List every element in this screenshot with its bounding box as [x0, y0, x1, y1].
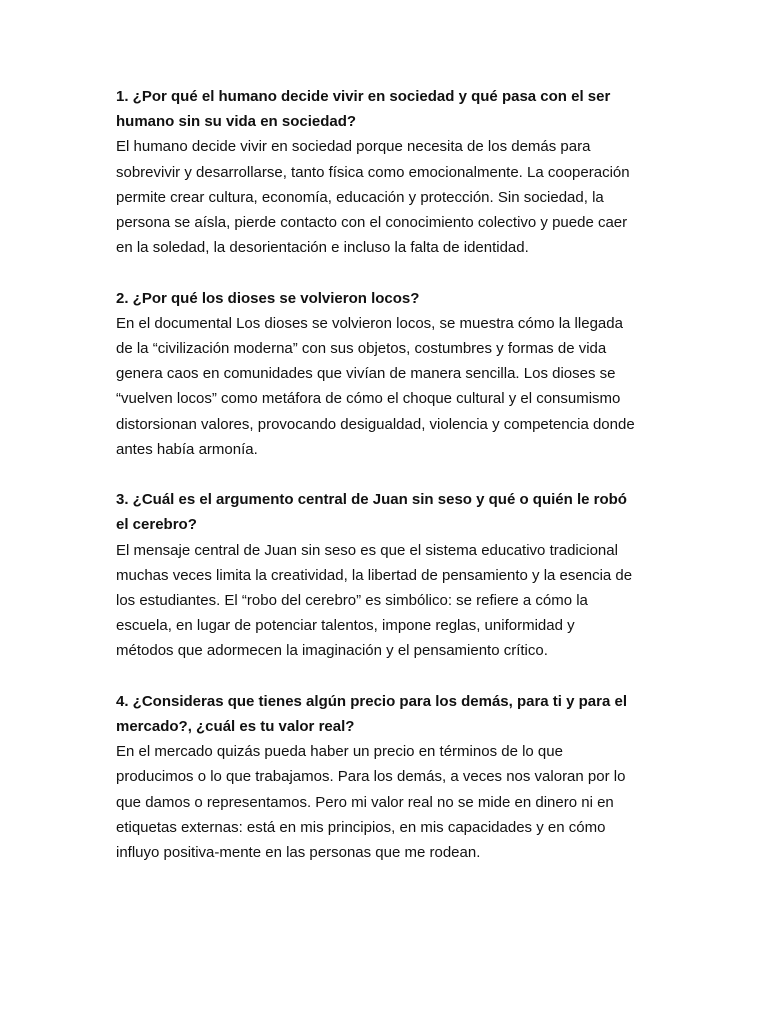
question-line: mercado?, ¿cuál es tu valor real? — [116, 718, 355, 736]
answer-3 — [116, 538, 656, 664]
answer-line: persona se aísla, pierde contacto con el conocimiento colectivo y puede caer — [116, 214, 628, 232]
answer-line: muchas veces limita la creatividad, la libertad de pensamiento y la esencia de — [116, 566, 633, 584]
answer-line: en la soledad, la desorientación e incluso la falta de identidad. — [116, 239, 529, 257]
answer-line: El mensaje central de Juan sin seso es que el sistema educativo tradicional — [116, 541, 618, 559]
answer-line: “vuelven locos” como metáfora de cómo el choque cultural y el consumismo — [116, 390, 621, 408]
answer-line: antes había armonía. — [116, 440, 258, 458]
question-1 — [116, 84, 656, 134]
answer-line: de la “civilización moderna” con sus objetos, costumbres y formas de vida — [116, 340, 607, 358]
section-2 — [116, 286, 656, 462]
answer-line: métodos que adormecen la imaginación y el pensamiento crítico. — [116, 642, 548, 660]
answer-line: que damos o representamos. Pero mi valor real no se mide en dinero ni en — [116, 793, 614, 811]
answer-line: distorsionan valores, provocando desigualdad, violencia y competencia donde — [116, 415, 635, 433]
question-2 — [116, 286, 656, 311]
answer-line: influyo positiva-mente en las personas que me rodean. — [116, 844, 481, 862]
answer-line: El humano decide vivir en sociedad porque necesita de los demás para — [116, 138, 591, 156]
question-line: 3. ¿Cuál es el argumento central de Juan sin seso y qué o quién le robó — [116, 491, 627, 509]
answer-1 — [116, 134, 656, 260]
question-line: 1. ¿Por qué el humano decide vivir en sociedad y qué pasa con el ser — [116, 88, 611, 105]
answer-line: genera caos en comunidades que vivían de manera sencilla. Los dioses se — [116, 365, 616, 383]
question-4 — [116, 689, 656, 739]
answer-line: sobrevivir y desarrollarse, tanto física como emocionalmente. La cooperación — [116, 163, 630, 181]
answer-line: los estudiantes. El “robo del cerebro” es simbólico: se refiere a cómo la — [116, 592, 588, 610]
section-3 — [116, 487, 656, 663]
answer-line: etiquetas externas: está en mis principios, en mis capacidades y en cómo — [116, 818, 606, 836]
question-line: el cerebro? — [116, 516, 197, 534]
question-line: 4. ¿Consideras que tienes algún precio para los demás, para ti y para el — [116, 692, 628, 710]
section-1 — [116, 84, 656, 260]
answer-line: permite crear cultura, economía, educación y protección. Sin sociedad, la — [116, 188, 604, 206]
question-line: 2. ¿Por qué los dioses se volvieron locos? — [116, 289, 420, 307]
answer-2 — [116, 311, 656, 462]
question-line: humano sin su vida en sociedad? — [116, 113, 357, 131]
answer-line: escuela, en lugar de potenciar talentos, impone reglas, uniformidad y — [116, 617, 575, 635]
question-3 — [116, 487, 656, 537]
answer-line: En el documental Los dioses se volvieron locos, se muestra cómo la llegada — [116, 314, 623, 332]
answer-line: En el mercado quizás pueda haber un precio en términos de lo que — [116, 743, 563, 761]
answer-line: producimos o lo que trabajamos. Para los demás, a veces nos valoran por lo — [116, 768, 626, 786]
section-4 — [116, 689, 656, 865]
document-body — [116, 84, 656, 890]
answer-4 — [116, 739, 656, 865]
